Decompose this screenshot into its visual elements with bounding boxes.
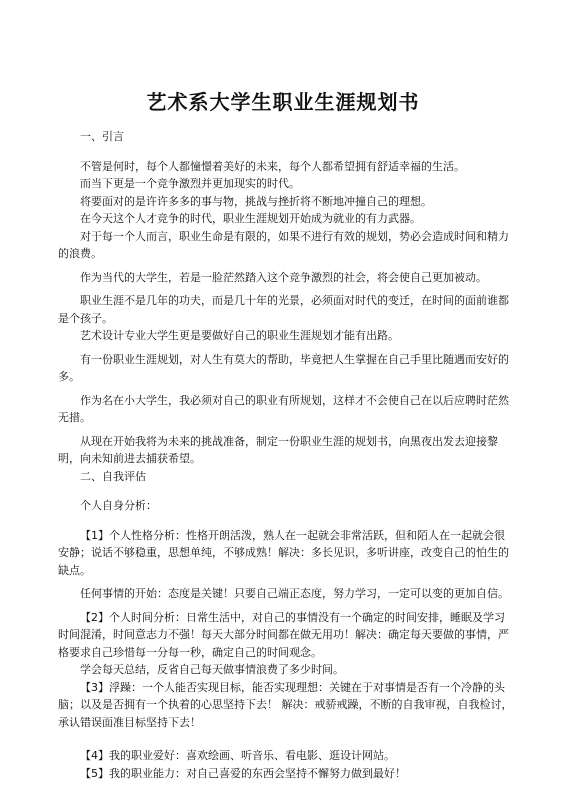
intro-paragraph: 而当下更是一个竞争激烈并更加现实的时代。 xyxy=(80,177,300,190)
intro-paragraph: 作为当代的大学生，若是一脸茫然踏入这个竞争激烈的社会，将会使自己更加被动。 xyxy=(80,270,487,284)
section-heading-self-assessment: 二、自我评估 xyxy=(80,469,146,483)
analysis-paragraph: 【2】个人时间分析：日常生活中，对自己的事情没有一个确定的时间安排，睡眠及学习时间混淆，时间意志力不强！每天大部分时间都在做无用功！解决：确定每天要做的事情，严格要求自己珍惜每一分每一秒，确定自己的时间观念。 xyxy=(58,610,509,659)
intro-paragraph: 从现在开始我将为未来的挑战准备，制定一份职业生涯的规划书，向黑夜出发去迎接黎明，向未知前进去捕获希望。 xyxy=(58,434,498,465)
analysis-paragraph: 学会每天总结，反省自己每天做事情浪费了多少时间。 xyxy=(80,663,344,676)
intro-paragraph: 在今天这个人才竞争的时代，职业生涯规划开始成为就业的有力武器。 xyxy=(80,212,421,225)
analysis-paragraph: 任何事情的开始：态度是关键！只要自己端正态度，努力学习，一定可以变的更加自信。 xyxy=(80,587,509,600)
final-paragraph: 【5】我的职业能力：对自己喜爱的东西会坚持不懈努力做到最好！ xyxy=(80,766,406,780)
intro-paragraph: 将要面对的是许许多多的事与物，挑战与挫折将不断地冲撞自己的理想。 xyxy=(80,194,432,208)
intro-paragraph: 对于每一个人而言，职业生命是有限的，如果不进行有效的规划，势必会造成时间和精力的浪费。 xyxy=(58,229,509,260)
self-analysis-label: 个人自身分析： xyxy=(80,499,157,512)
intro-paragraph: 职业生涯不是几年的功夫，而是几十年的光景，必须面对时代的变迁，在时间的面前谁都是个孩子。 xyxy=(58,294,509,325)
intro-paragraph: 有一份职业生涯规划，对人生有莫大的帮助，毕竟把人生掌握在自己手里比随遇而安好的多。 xyxy=(58,352,509,383)
analysis-paragraph: 【3】浮躁：一个人能否实现目标，能否实现理想：关键在于对事情是否有一个冷静的头脑；以及是否拥有一个执着的心思坚持下去！ 解决：戒骄戒躁，不断的自我审视，自我检讨，承认错误面准目标坚持下去！ xyxy=(58,680,513,729)
intro-paragraph: 作为名在小大学生，我必须对自己的职业有所规划，这样才不会使自己在以后应聘时茫然无措。 xyxy=(58,393,509,424)
document-body xyxy=(58,128,514,782)
analysis-paragraph: 【1】个人性格分析：性格开朗活泼，熟人在一起就会非常活跃，但和陌人在一起就会很安静；说话不够稳重，思想单纯，不够成熟！解决：多长见识，多听讲座，改变自己的怕生的缺点。 xyxy=(58,528,509,577)
section-heading-introduction: 一、引言 xyxy=(80,130,124,143)
final-paragraph: 【4】我的职业爱好：喜欢绘画、听音乐、看电影、逛设计网站。 xyxy=(80,749,395,762)
document-title: 艺术系大学生职业生涯规划书 xyxy=(146,90,420,114)
intro-paragraph: 艺术设计专业大学生更是要做好自己的职业生涯规划才能有出路。 xyxy=(80,329,399,342)
intro-paragraph: 不管是何时，每个人都憧憬着美好的未来，每个人都希望拥有舒适幸福的生活。 xyxy=(80,159,465,173)
